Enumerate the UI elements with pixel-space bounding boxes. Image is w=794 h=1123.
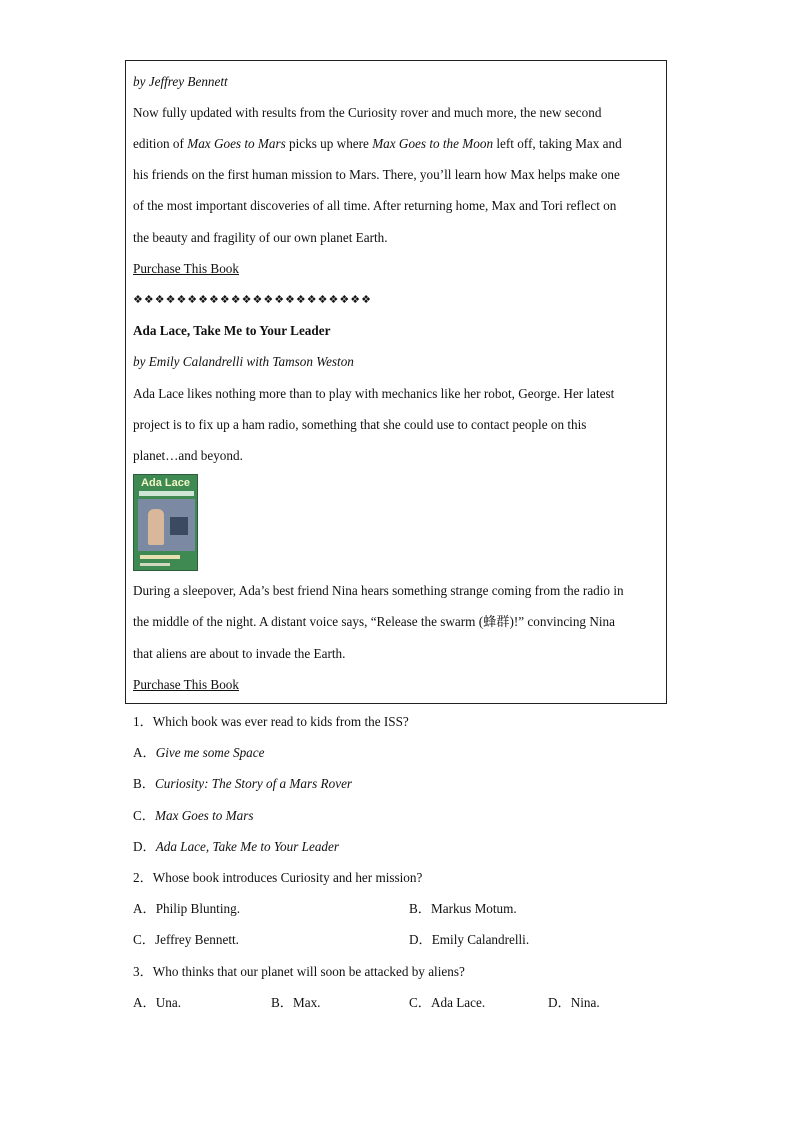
text-fragment: edition of (133, 136, 188, 151)
option-text: Max Goes to Mars (154, 808, 254, 823)
book2-desc2-line3: that aliens are about to invade the Earth. (133, 646, 346, 661)
option-label: B． (133, 776, 155, 791)
cover-subtitle-bar (139, 491, 194, 496)
article-box (125, 60, 667, 704)
question-1-stem: 1．Which book was ever read to kids from the ISS? (133, 714, 409, 729)
option-label: D． (548, 995, 571, 1010)
q2-option-c[interactable] (133, 932, 239, 948)
option-label: B． (271, 995, 293, 1010)
option-label: B． (409, 901, 431, 916)
book1-author: by Jeffrey Bennett (133, 74, 228, 89)
text-fragment: picks up where (285, 136, 373, 151)
option-label: C． (133, 808, 155, 823)
separator-diamonds: ❖❖❖❖❖❖❖❖❖❖❖❖❖❖❖❖❖❖❖❖❖❖ (133, 293, 372, 306)
book1-desc-line3: his friends on the first human mission to Mars. There, you’ll learn how Max helps make one (133, 167, 620, 182)
cover-figure (148, 509, 164, 545)
option-label: D． (409, 932, 432, 947)
option-text: Philip Blunting. (155, 901, 240, 916)
q3-option-d[interactable] (548, 995, 600, 1011)
option-text: Ada Lace. (430, 995, 486, 1010)
option-text: Markus Motum. (430, 901, 517, 916)
option-text: Ada Lace, Take Me to Your Leader (155, 839, 339, 854)
option-text: Emily Calandrelli. (431, 932, 530, 947)
book-title-max-moon: Max Goes to the Moon (372, 136, 494, 151)
q1-option-c[interactable] (133, 808, 254, 824)
q2-option-b[interactable] (409, 901, 517, 917)
option-label: C． (133, 932, 155, 947)
q2-option-a[interactable] (133, 901, 240, 917)
q1-option-b[interactable] (133, 776, 352, 792)
option-label: D． (133, 839, 156, 854)
q2-option-d[interactable] (409, 932, 529, 948)
option-text: Una. (155, 995, 181, 1010)
book-title-max-mars: Max Goes to Mars (187, 136, 286, 151)
book2-desc-line1: Ada Lace likes nothing more than to play with mechanics like her robot, George. Her latest (133, 386, 615, 401)
option-label: C． (409, 995, 431, 1010)
book2-title: Ada Lace, Take Me to Your Leader (133, 323, 331, 338)
cover-illustrator-bar (140, 563, 170, 566)
q3-option-b[interactable] (271, 995, 320, 1011)
book-cover-image (133, 474, 198, 571)
q3-option-c[interactable] (409, 995, 485, 1011)
q1-option-d[interactable] (133, 839, 339, 855)
option-text: Curiosity: The Story of a Mars Rover (154, 776, 353, 791)
cover-title: Ada Lace (141, 477, 190, 489)
book1-desc-line5: the beauty and fragility of our own planet Earth. (133, 230, 388, 245)
book2-desc-line2: project is to fix up a ham radio, something that she could use to contact people on this (133, 417, 587, 432)
cover-author-bar (140, 555, 180, 559)
q1-option-a[interactable] (133, 745, 264, 761)
question-3-stem: 3．Who thinks that our planet will soon be attacked by aliens? (133, 964, 465, 979)
book1-desc-line1: Now fully updated with results from the Curiosity rover and much more, the new second (133, 105, 602, 120)
option-label: A． (133, 995, 156, 1010)
option-text: Nina. (570, 995, 600, 1010)
book2-desc2-line2: the middle of the night. A distant voice says, “Release the swarm (蜂群)!” convincing Nina (133, 614, 615, 629)
option-text: Give me some Space (155, 745, 265, 760)
question-2-stem: 2．Whose book introduces Curiosity and her mission? (133, 870, 423, 885)
option-text: Jeffrey Bennett. (154, 932, 239, 947)
option-label: A． (133, 901, 156, 916)
book2-purchase-link[interactable]: Purchase This Book (133, 677, 239, 692)
book1-desc-line4: of the most important discoveries of all time. After returning home, Max and Tori reflect on (133, 198, 617, 213)
option-label: A． (133, 745, 156, 760)
cover-robot (170, 517, 188, 535)
book2-desc2-line1: During a sleepover, Ada’s best friend Nina hears something strange coming from the radio in (133, 583, 624, 598)
book2-desc-line3: planet…and beyond. (133, 448, 243, 463)
option-text: Max. (292, 995, 321, 1010)
book1-desc-line2 (133, 136, 622, 152)
book2-author: by Emily Calandrelli with Tamson Weston (133, 354, 354, 369)
text-fragment: left off, taking Max and (493, 136, 622, 151)
book1-purchase-link[interactable]: Purchase This Book (133, 261, 239, 276)
q3-option-a[interactable] (133, 995, 181, 1011)
